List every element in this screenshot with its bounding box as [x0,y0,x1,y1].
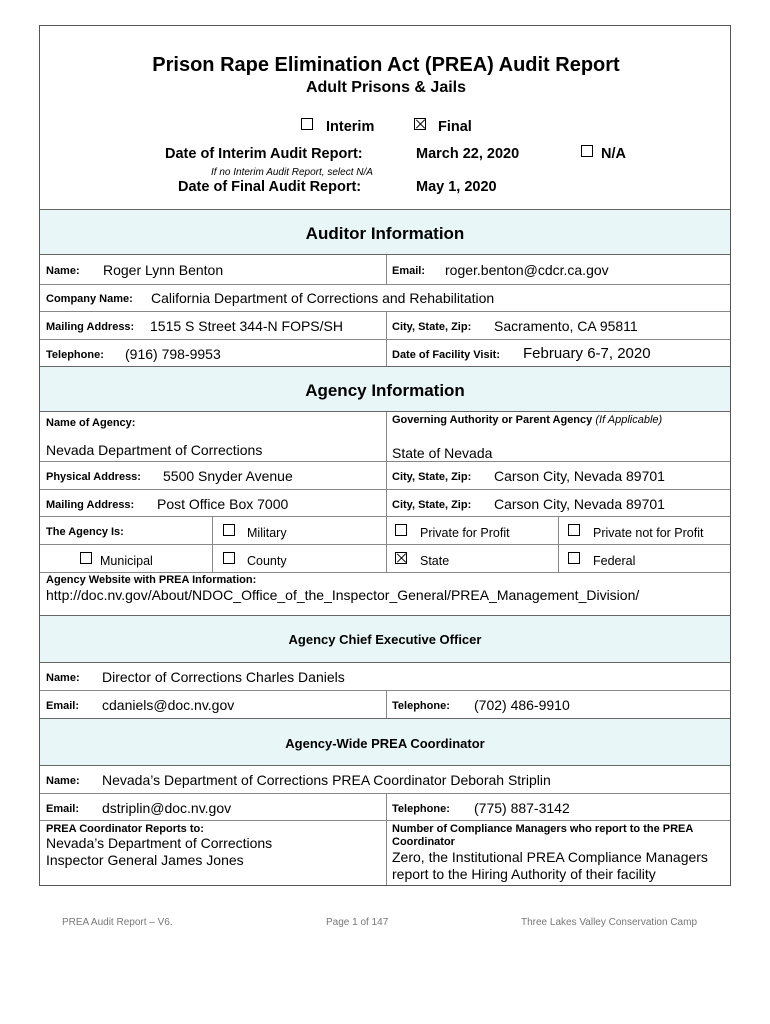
final-date-value: May 1, 2020 [416,179,497,195]
ceo-email-label: Email: [46,700,80,712]
na-checkbox[interactable] [581,145,593,157]
state-checkbox[interactable] [395,552,407,564]
county-checkbox[interactable] [223,552,235,564]
agency-mailing: Post Office Box 7000 [157,496,289,512]
military-label: Military [247,526,287,540]
final-date-label: Date of Final Audit Report: [178,179,362,195]
agency-mailing-label: Mailing Address: [46,499,135,511]
auditor-visit-label: Date of Facility Visit: [392,349,500,361]
private-profit-checkbox[interactable] [395,524,407,536]
final-checkbox[interactable] [414,118,426,130]
private-nonprofit-label: Private not for Profit [593,526,704,540]
interim-date-value: March 22, 2020 [416,146,520,162]
ceo-phone-label: Telephone: [392,700,450,712]
auditor-name: Roger Lynn Benton [103,262,224,278]
coordinator-reports-line2: Inspector General James Jones [46,852,244,868]
agency-mailing-city: Carson City, Nevada 89701 [494,496,665,512]
federal-label: Federal [593,554,636,568]
footer-left: PREA Audit Report – V6. [62,917,173,928]
auditor-company: California Department of Corrections and Rehabilitation [151,290,495,306]
auditor-company-label: Company Name: [46,293,133,305]
agency-mailing-city-label: City, State, Zip: [392,499,472,511]
coordinator-reports-label: PREA Coordinator Reports to: [46,823,204,835]
agency-website: http://doc.nv.gov/About/NDOC_Office_of_the_Inspector_General/PREA_Management_Division/ [46,587,640,603]
auditor-section-header [40,209,730,255]
coordinator-phone: (775) 887-3142 [474,800,570,816]
agency-gov-label: Governing Authority or Parent Agency (If Applicable) [392,414,663,426]
report-subtitle: Adult Prisons & Jails [305,79,467,96]
state-label: State [420,554,450,568]
private-profit-label: Private for Profit [420,526,510,540]
ceo-heading: Agency Chief Executive Officer [288,632,482,647]
agency-physical-label: Physical Address: [46,471,141,483]
coordinator-phone-label: Telephone: [392,803,450,815]
ceo-name-label: Name: [46,672,80,684]
final-label: Final [438,119,472,135]
coordinator-heading: Agency-Wide PREA Coordinator [285,736,485,751]
agency-name-label: Name of Agency: [46,417,136,429]
ceo-section-header [40,615,730,663]
agency-physical-city: Carson City, Nevada 89701 [494,468,665,484]
auditor-email-label: Email: [392,265,426,277]
managers-line1: Zero, the Institutional PREA Compliance Managers [392,849,708,865]
report-title: Prison Rape Elimination Act (PREA) Audit Report [152,54,620,76]
ceo-phone: (702) 486-9910 [474,697,570,713]
agency-type-label: The Agency Is: [46,526,124,538]
agency-heading: Agency Information [305,381,465,400]
auditor-visit: February 6-7, 2020 [523,345,651,362]
coordinator-section-header [40,718,730,766]
auditor-city: Sacramento, CA 95811 [494,318,638,334]
agency-name: Nevada Department of Corrections [46,442,263,458]
managers-label-line2: Coordinator [392,836,455,848]
military-checkbox[interactable] [223,524,235,536]
auditor-heading: Auditor Information [305,224,465,243]
managers-label-line1: Number of Compliance Managers who report to the PREA [392,823,694,835]
auditor-phone: (916) 798-9953 [125,346,221,362]
auditor-name-label: Name: [46,265,80,277]
county-label: County [247,554,287,568]
auditor-city-label: City, State, Zip: [392,321,472,333]
agency-website-label: Agency Website with PREA Information: [46,574,257,586]
federal-checkbox[interactable] [568,552,580,564]
interim-checkbox[interactable] [301,118,313,130]
ceo-email: cdaniels@doc.nv.gov [102,697,235,713]
interim-label: Interim [326,119,375,135]
agency-gov: State of Nevada [392,445,493,461]
report-page [39,25,731,886]
managers-line2: report to the Hiring Authority of their facility [392,866,656,882]
footer-right: Three Lakes Valley Conservation Camp [521,917,698,928]
auditor-email: roger.benton@cdcr.ca.gov [445,262,609,278]
interim-date-label: Date of Interim Audit Report: [165,146,363,162]
auditor-phone-label: Telephone: [46,349,104,361]
private-nonprofit-checkbox[interactable] [568,524,580,536]
auditor-mailing: 1515 S Street 344-N FOPS/SH [150,318,343,334]
agency-physical: 5500 Snyder Avenue [163,468,293,484]
municipal-checkbox[interactable] [80,552,92,564]
footer-page-number: Page 1 of 147 [326,917,389,928]
coordinator-email-label: Email: [46,803,80,815]
interim-note: If no Interim Audit Report, select N/A [211,167,373,178]
auditor-mailing-label: Mailing Address: [46,321,135,333]
coordinator-name: Nevada’s Department of Corrections PREA Coordinator Deborah Striplin [102,772,551,788]
coordinator-reports-line1: Nevada’s Department of Corrections [46,835,273,851]
municipal-label: Municipal [100,554,153,568]
na-label: N/A [601,146,626,162]
ceo-name: Director of Corrections Charles Daniels [102,669,345,685]
coordinator-email: dstriplin@doc.nv.gov [102,800,232,816]
coordinator-name-label: Name: [46,775,80,787]
agency-section-header [40,366,730,412]
agency-physical-city-label: City, State, Zip: [392,471,472,483]
